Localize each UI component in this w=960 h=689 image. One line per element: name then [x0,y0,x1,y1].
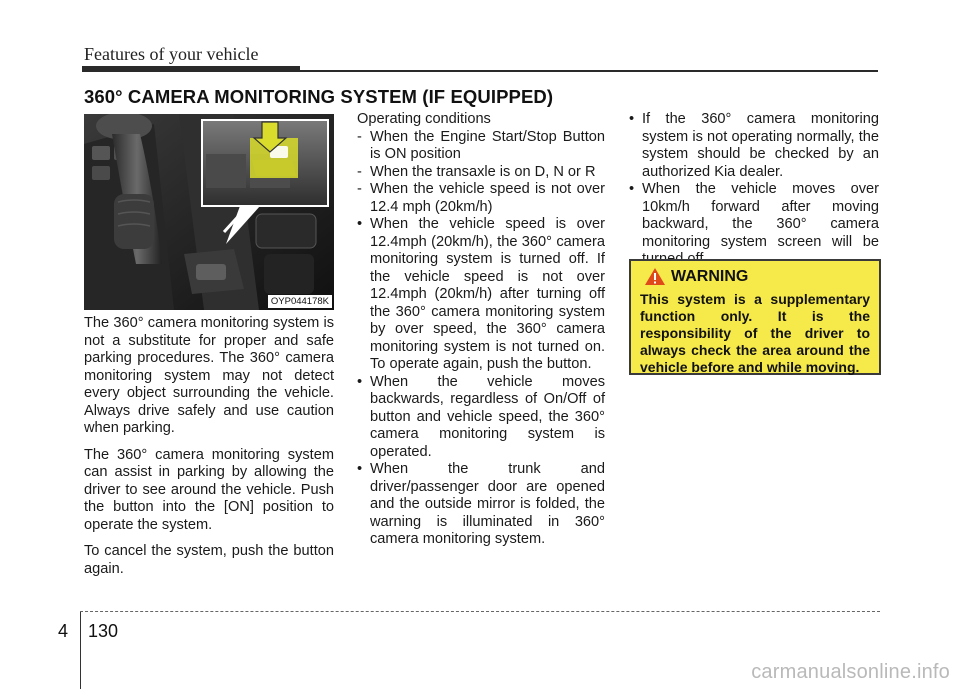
bullet-item-text: When the vehicle moves over 10km/h forward after moving backward, the 360° camera monitoring system screen will be [642,181,879,250]
console-photo-illustration [84,114,334,310]
paragraph: To cancel the system, push the button again. [84,543,334,577]
dash-item [357,129,605,164]
dash-item [357,164,605,182]
operating-conditions-heading: Operating conditions [357,111,491,127]
header-rule [300,70,878,72]
warning-title: WARNING [671,267,749,285]
footer-divider [80,612,81,689]
section-title: 360° CAMERA MONITORING SYSTEM (IF EQUIPPED) [84,86,554,107]
watermark: carmanualsonline.info [751,661,950,683]
column-2 [357,111,605,549]
column-1 [84,315,334,587]
page-number: 130 [88,621,119,641]
footer-rule [80,611,880,612]
bullet-item [357,216,605,374]
bullet-marker: • [357,373,363,390]
header-title: Features of your vehicle [84,44,259,64]
paragraph: The 360° camera monitoring system is not a substitute for proper and safe parking procedures. The 360° camera monitoring system may not detect every object surrounding the vehicle. Always drive safely and use caution when parking. [84,315,334,436]
bullet-item [629,181,879,269]
bullet-marker: • [629,181,635,197]
bullet-item-text: When the trunk and driver/passenger door are opened and the outside mirror is folded, the warning is illuminated in 360° camera monitoring system. [370,461,605,547]
bullet-item-text: When the vehicle speed is over 12.4mph (20km/h), the 360° camera monitoring system is turned off. If the vehicle speed is not over 12.4mph (20km/h) after turning off the 360° camera monitoring system by over speed, the 360° camera monitoring system is not turned on. To operate again, push the button. [370,216,605,372]
dash-marker: - [357,181,362,197]
dash-item-text: When the transaxle is on D, N or R [370,163,596,180]
dash-marker: - [357,163,362,180]
bullet-marker: • [357,216,363,232]
bullet-marker: • [629,111,635,127]
photo-code: OYP044178K [268,295,332,308]
header-bar [82,66,300,72]
bullet-item-text: If the 360° camera monitoring system is not operating normally, the system should be checked by an authorized Kia dealer. [642,111,879,180]
dash-item-text: When the vehicle speed is not over 12.4 mph (20km/h) [370,181,605,215]
chapter-number: 4 [58,621,69,641]
bullet-item [357,374,605,462]
column-3 [629,111,879,269]
warning-box [629,259,881,375]
bullet-marker: • [357,461,363,477]
warning-triangle-icon [644,267,666,286]
paragraph: The 360° camera monitoring system can assist in parking by allowing the driver to see around the vehicle. Push the button into the [ON] position to operate the system. [84,446,334,533]
warning-body: This system is a supplementary function only. It is the responsibility of the driver to always check the area around the vehicle before and while moving. [640,291,870,375]
dash-item-text: When the Engine Start/Stop Button is ON position [370,128,605,162]
dash-item [357,181,605,216]
bullet-item [357,461,605,549]
warning-header [644,267,870,286]
bullet-item [629,111,879,181]
bullet-item-text: When the vehicle moves backwards, regardless of On/Off of button and vehicle speed, the 360° camera monitoring system is operated. [370,373,605,460]
console-photo [84,114,334,310]
dash-marker: - [357,128,362,145]
